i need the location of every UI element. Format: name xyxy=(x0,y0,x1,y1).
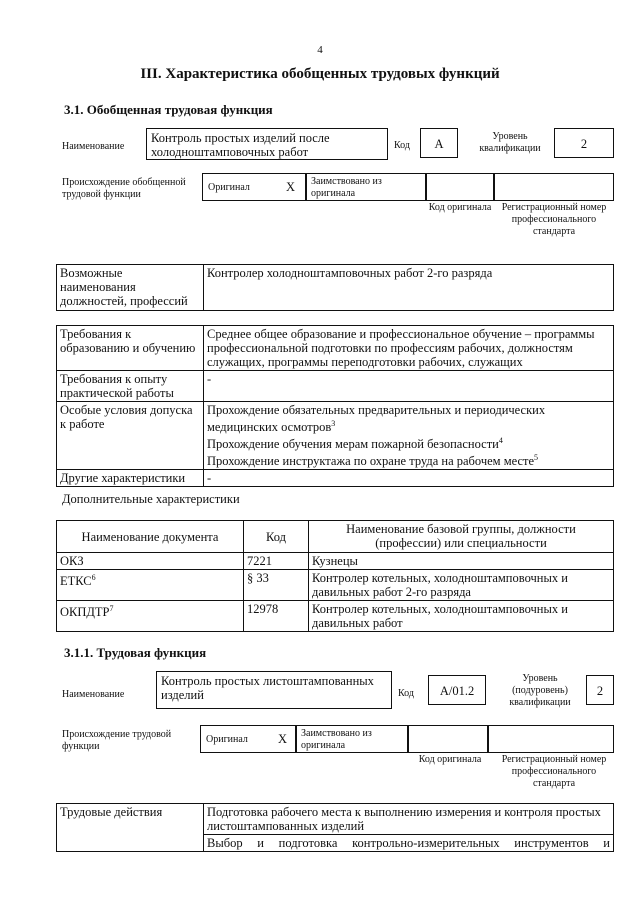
tf-original-label: Оригинал xyxy=(206,734,248,745)
col-header-doc: Наименование документа xyxy=(57,521,244,553)
doc-name: ЕТКС xyxy=(60,574,92,589)
additional-heading: Дополнительные характеристики xyxy=(62,492,240,506)
tf-original-mark: X xyxy=(278,732,288,746)
page-number: 4 xyxy=(317,44,323,56)
doc-name: ОКПДТР xyxy=(60,605,110,620)
special-line-1: Прохождение обязательных предварительных и периодических медицинских осмотров xyxy=(207,403,546,435)
tf-borrowed-box: Заимствовано из оригинала xyxy=(296,725,408,753)
labor-actions-label: Трудовые действия xyxy=(57,804,204,852)
requirements-table xyxy=(56,325,614,487)
doc-code: § 33 xyxy=(244,570,309,601)
col-header-code: Код xyxy=(244,521,309,553)
tf-code-label: Код xyxy=(398,688,414,699)
labor-action-2: Выбор и подготовка контрольно-измерительных инструментов и xyxy=(204,835,614,852)
reg-number-label: Регистрационный номер профессионального стандарта xyxy=(501,202,607,237)
doc-title: Кузнецы xyxy=(309,553,614,570)
code-value-box: A xyxy=(420,128,458,158)
col-header-name: Наименование базовой группы, должности (профессии) или специальности xyxy=(309,521,614,553)
original-mark: X xyxy=(286,180,296,194)
name-label: Наименование xyxy=(62,141,125,152)
tf-level-box: 2 xyxy=(586,675,614,705)
table-row xyxy=(57,601,614,632)
labor-action-1: Подготовка рабочего места к выполнению измерения и контроля простых листоштампованных изделий xyxy=(204,804,614,835)
code-label: Код xyxy=(394,140,410,151)
reg-number-box xyxy=(494,173,614,201)
req-education-label: Требования к образованию и обучению xyxy=(57,326,204,371)
special-conditions-value xyxy=(204,402,614,470)
borrowed-box: Заимствовано из оригинала xyxy=(306,173,426,201)
positions-value: Контролер холодноштамповочных работ 2-го разряда xyxy=(204,265,614,311)
footnote-ref-3: 3 xyxy=(331,419,336,428)
doc-code: 7221 xyxy=(244,553,309,570)
tf-reg-number-box xyxy=(488,725,614,753)
labor-actions-table xyxy=(56,803,614,852)
special-conditions-label: Особые условия допуска к работе xyxy=(57,402,204,470)
doc-code: 12978 xyxy=(244,601,309,632)
footnote-ref-4: 4 xyxy=(498,436,503,446)
tf-code-original-box xyxy=(408,725,488,753)
footnote-ref-6: 6 xyxy=(91,573,96,582)
special-line-2: Прохождение обучения мерам пожарной безопасности xyxy=(207,437,499,452)
function-name-box: Контроль простых изделий после холодноштамповочных работ xyxy=(146,128,388,160)
doc-title: Контролер котельных, холодноштамповочных и давильных работ 2-го разряда xyxy=(309,570,614,601)
req-education-value: Среднее общее образование и профессиональное обучение – программы профессиональной подготовки по профессиям рабочих, должностям служащих, программы переподготовки рабочих, служащих xyxy=(204,326,614,371)
tf-code-box: A/01.2 xyxy=(428,675,486,705)
other-characteristics-value: - xyxy=(204,470,614,487)
other-characteristics-label: Другие характеристики xyxy=(57,470,204,487)
code-original-box xyxy=(426,173,494,201)
footnote-ref-7: 7 xyxy=(109,604,114,613)
table-row xyxy=(57,553,614,570)
footnote-ref-5: 5 xyxy=(534,453,539,463)
original-label: Оригинал xyxy=(208,182,250,193)
doc-title: Контролер котельных, холодноштамповочных и давильных работ xyxy=(309,601,614,632)
generalized-function-heading: 3.1. Обобщенная трудовая функция xyxy=(64,102,273,117)
tf-name-box: Контроль простых листоштампованных изделий xyxy=(156,671,392,709)
tf-origin-label: Происхождение трудовой функции xyxy=(62,729,172,752)
special-line-3: Прохождение инструктажа по охране труда на рабочем месте xyxy=(207,454,535,469)
tf-level-label: Уровень (подуровень) квалификации xyxy=(509,673,571,708)
positions-table xyxy=(56,264,614,311)
req-experience-value: - xyxy=(204,371,614,402)
additional-table xyxy=(56,520,614,632)
tf-code-original-label: Код оригинала xyxy=(418,754,482,765)
tf-reg-number-label: Регистрационный номер профессионального стандарта xyxy=(501,754,607,789)
req-experience-label: Требования к опыту практической работы xyxy=(57,371,204,402)
code-original-label: Код оригинала xyxy=(428,202,492,213)
positions-label: Возможные наименования должностей, профессий xyxy=(57,265,204,311)
doc-name: ОКЗ xyxy=(60,554,84,568)
section-title: III. Характеристика обобщенных трудовых функций xyxy=(140,66,500,82)
qualification-level-box: 2 xyxy=(554,128,614,158)
qualification-level-label: Уровень квалификации xyxy=(479,131,541,154)
table-row xyxy=(57,570,614,601)
origin-label: Происхождение обобщенной трудовой функции xyxy=(62,177,186,200)
labor-function-heading: 3.1.1. Трудовая функция xyxy=(64,645,207,660)
tf-name-label: Наименование xyxy=(62,689,125,700)
